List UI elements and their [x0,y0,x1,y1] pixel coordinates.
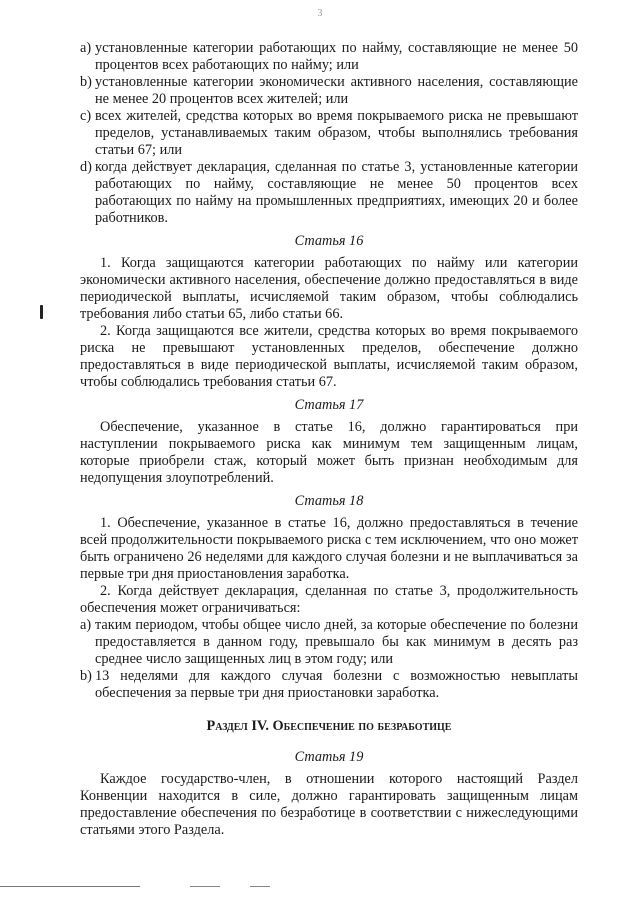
article-18-list-item-a [80,617,578,668]
article-16-heading: Статья 16 [294,233,364,249]
article-18-heading: Статья 18 [294,493,364,509]
list-item-text: установленные категории экономически активного населения, составляющие не менее 20 процентов всех жителей; или [95,74,578,107]
article-19-heading: Статья 19 [294,749,364,765]
article-18-paragraph-1: 1. Обеспечение, указанное в статье 16, должно предоставляться в течение всей продолжительности покрываемого риска с тем исключением, что оно может быть ограничено 26 неделями для каждого случая болезни и не выплачиваться за первые три дня приостановления заработка. [80,515,578,582]
scan-artifact-dash [190,886,220,887]
list-marker: a) [80,40,92,56]
article-16-paragraph-1: 1. Когда защищаются категории работающих по найму или категории экономически активного населения, обеспечение должно предоставляться в виде периодической выплаты, исчисляемой таким образом, чтобы соблюдались требования либо статьи 65, либо статьи 66. [80,255,578,322]
list-item-text: установленные категории работающих по найму, составляющие не менее 50 процентов всех работающих по найму; или [95,40,578,73]
list-marker: a) [80,617,92,633]
article-17-paragraph-1: Обеспечение, указанное в статье 16, должно гарантироваться при наступлении покрываемого риска как минимум тем защищенным лицам, которые приобрели стаж, который может быть признан необходимым для недопущения злоупотреблений. [80,419,578,486]
article-19-paragraph-1: Каждое государство-член, в отношении которого настоящий Раздел Конвенции находится в силе, должно гарантировать защищенным лицам предоставление обеспечения по безработице в соответствии с нижеследующими статьями этого Раздела. [80,771,578,838]
list-item-c [80,108,578,159]
list-marker: b) [80,74,92,90]
list-item-a [80,40,578,74]
list-item-text: когда действует декларация, сделанная по статье 3, установленные категории работающих по найму, составляющие не менее 50 процентов всех работающих по найму на промышленных предприятиях, имеющих 20 и более работников. [95,159,578,226]
page-number: 3 [317,8,323,19]
list-marker: b) [80,668,92,684]
scan-artifact-dash [250,886,270,887]
list-item-text: всех жителей, средства которых во время покрываемого риска не превышают пределов, устанавливаемых таким образом, чтобы выполнялись требования статьи 67; или [95,108,578,158]
list-item-text: 13 неделями для каждого случая болезни с возможностью невыплаты обеспечения за первые три дня приостановки заработка. [95,668,578,701]
margin-mark [40,305,43,319]
article-16-paragraph-2: 2. Когда защищаются все жители, средства которых во время покрываемого риска не превышают установленных пределов, обеспечение должно предоставляться в виде периодической выплаты, исчисляемой таким образом, чтобы соблюдались требования статьи 67. [80,323,578,390]
document-body [80,40,578,839]
list-marker: c) [80,108,92,124]
list-marker: d) [80,159,92,175]
list-item-b [80,74,578,108]
article-18-list-item-b [80,668,578,702]
list-item-d [80,159,578,227]
section-4-title: Раздел IV. Обеспечение по безработице [206,718,452,734]
scan-artifact-line [0,886,140,887]
article-18-paragraph-2: 2. Когда действует декларация, сделанная по статье 3, продолжительность обеспечения может ограничиваться: [80,583,578,616]
list-item-text: таким периодом, чтобы общее число дней, за которые обеспечение по болезни предоставляется в данном году, превышало бы как минимум в десять раз среднее число защищенных лиц в этом году; или [95,617,578,667]
article-17-heading: Статья 17 [294,397,364,413]
